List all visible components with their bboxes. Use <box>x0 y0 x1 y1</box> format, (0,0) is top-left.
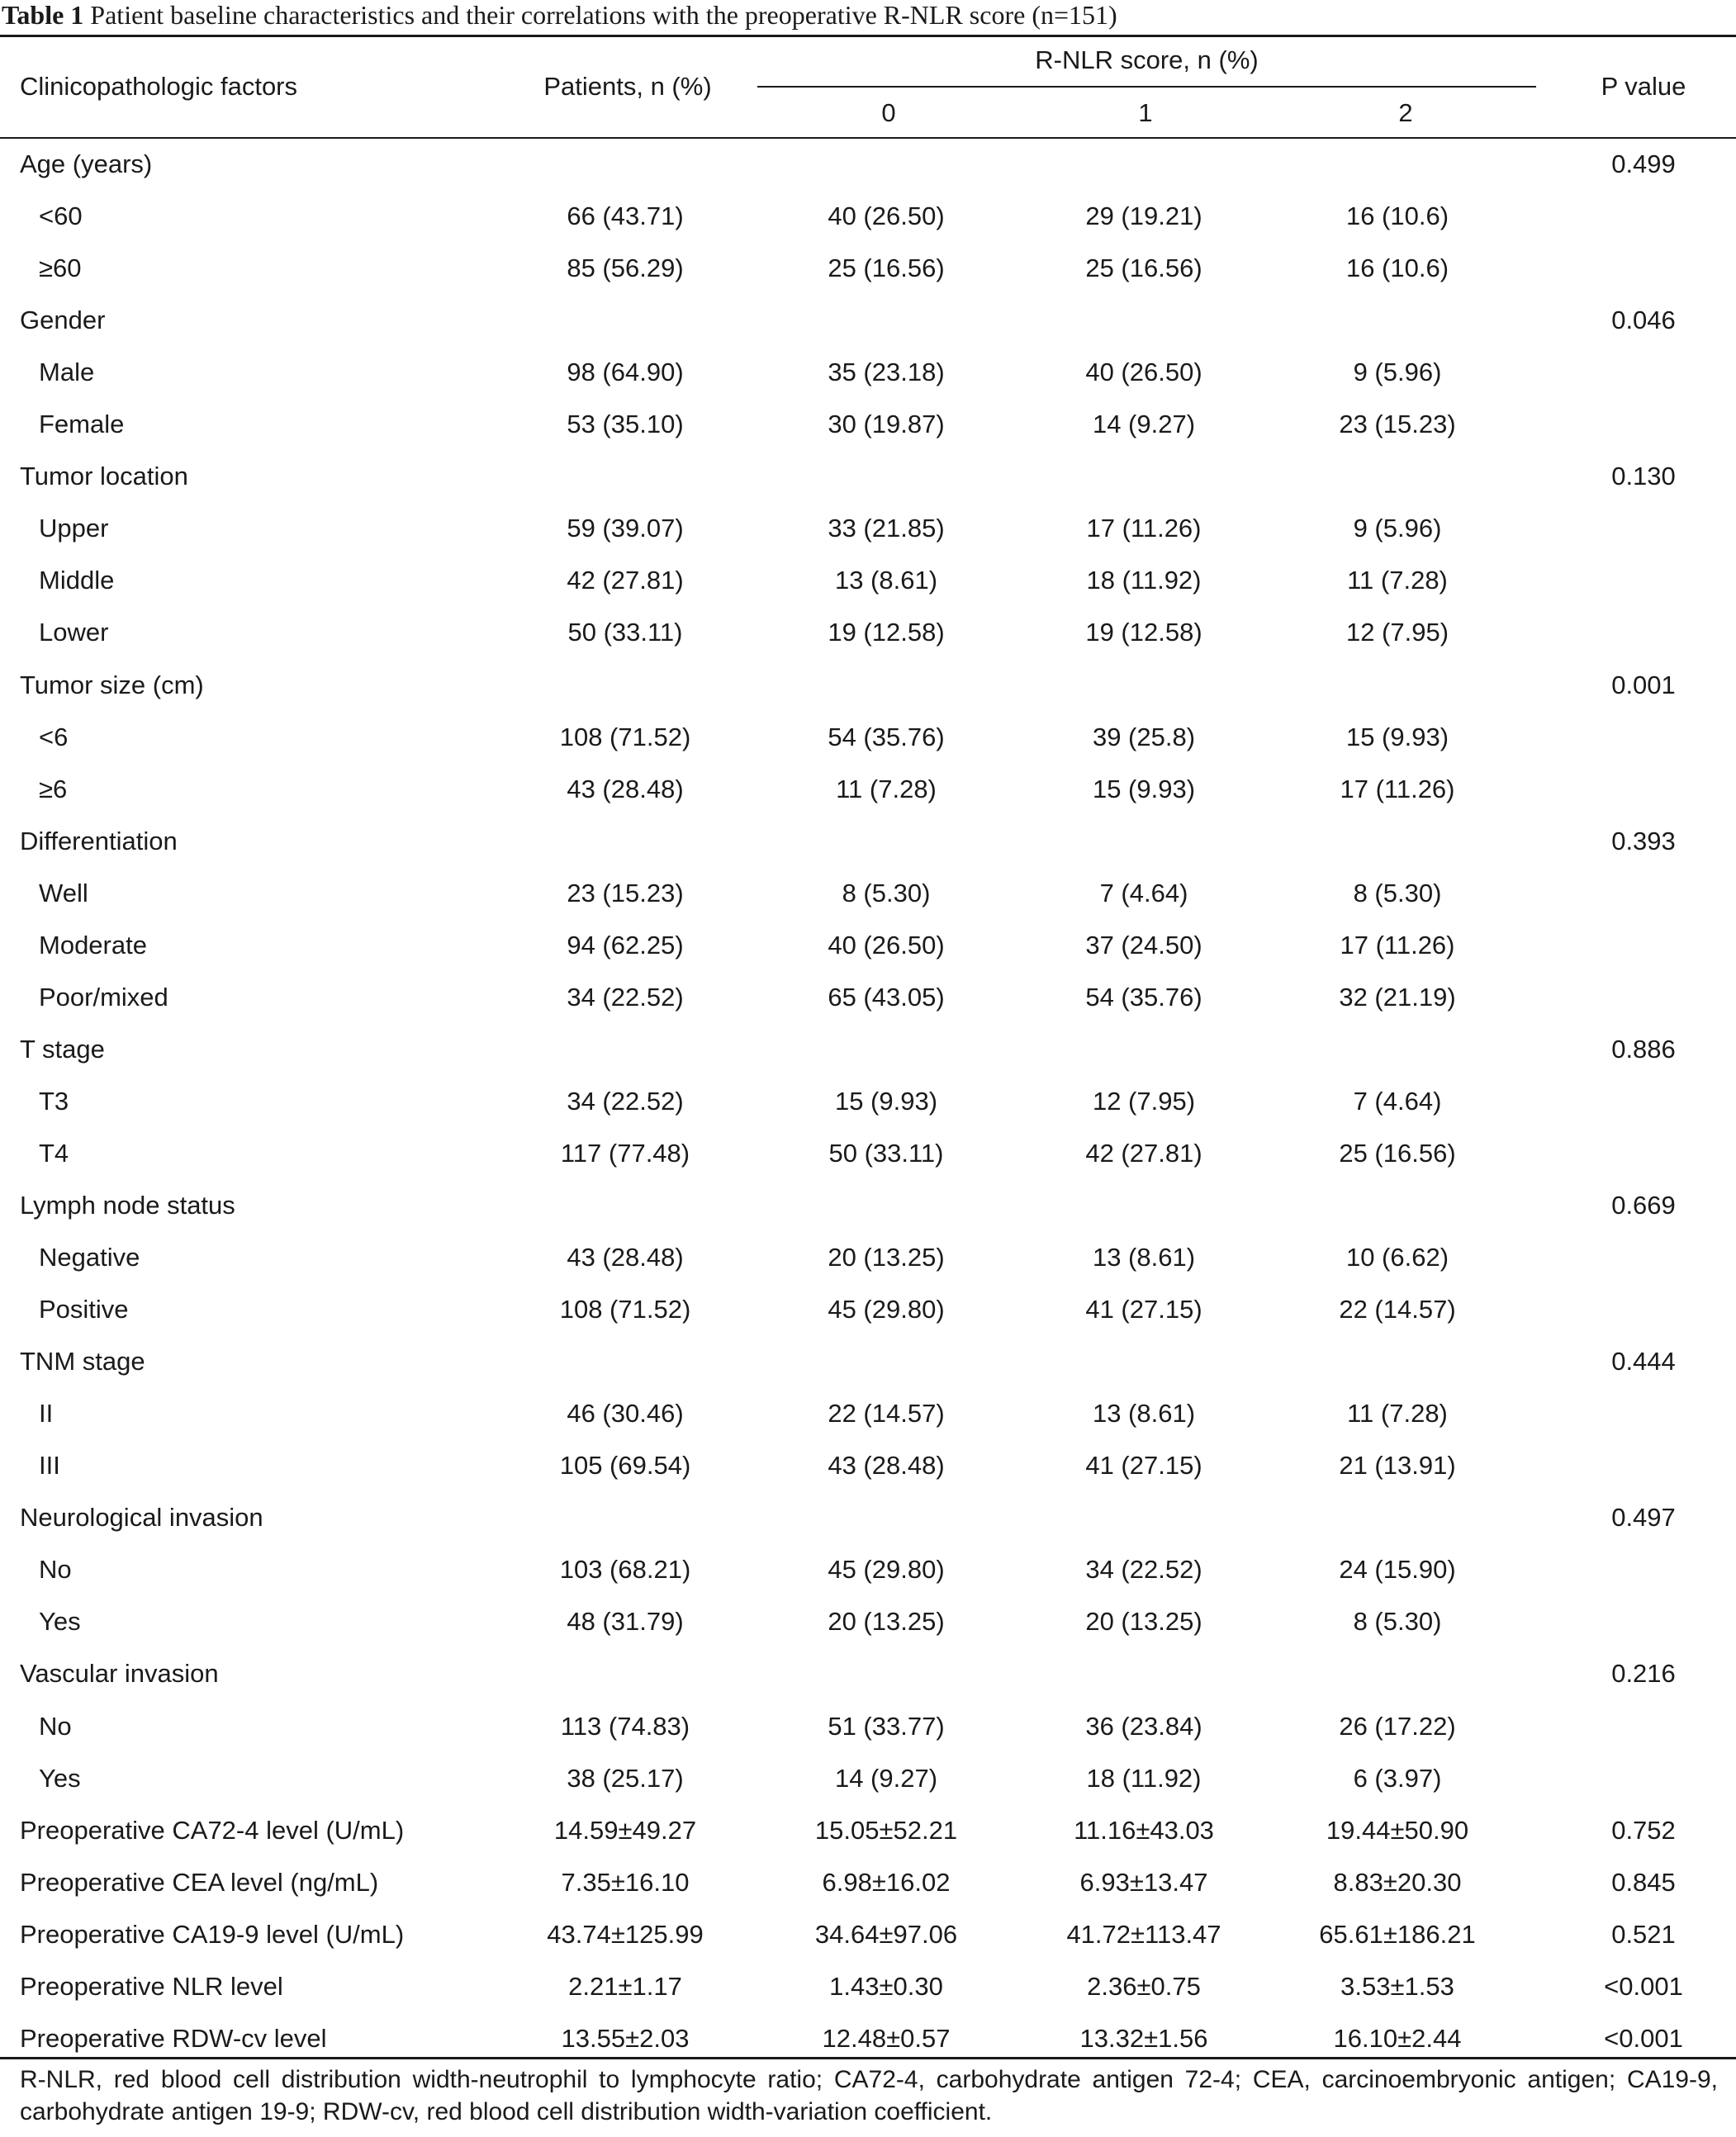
header-pvalue: P value <box>1601 72 1686 101</box>
cell-score-0: 8 (5.30) <box>842 879 931 907</box>
cell-score-0: 54 (35.76) <box>828 723 945 751</box>
cell-score-1: 18 (11.92) <box>1086 566 1202 595</box>
cell-score-1: 11.16±43.03 <box>1074 1816 1214 1845</box>
row-label: Preoperative NLR level <box>20 1972 283 2001</box>
cell-score-1: 36 (23.84) <box>1085 1712 1202 1741</box>
cell-score-0: 14 (9.27) <box>834 1764 938 1793</box>
cell-patients: 13.55±2.03 <box>561 2024 690 2053</box>
cell-score-2: 3.53±1.53 <box>1340 1972 1454 2001</box>
cell-score-2: 9 (5.96) <box>1353 514 1442 543</box>
row-label: Preoperative CA19-9 level (U/mL) <box>20 1920 405 1949</box>
cell-score-2: 26 (17.22) <box>1339 1712 1456 1741</box>
cell-patients: 94 (62.25) <box>567 931 684 960</box>
row-sublabel: T4 <box>39 1139 69 1168</box>
cell-patients: 103 (68.21) <box>559 1555 691 1584</box>
cell-pvalue: 0.130 <box>1611 462 1676 490</box>
row-sublabel: Lower <box>39 618 109 647</box>
cell-pvalue: 0.499 <box>1611 149 1676 178</box>
cell-score-1: 7 (4.64) <box>1099 879 1188 907</box>
cell-patients: 34 (22.52) <box>567 983 684 1012</box>
cell-patients: 34 (22.52) <box>567 1087 684 1116</box>
cell-score-2: 9 (5.96) <box>1353 358 1442 386</box>
cell-score-0: 40 (26.50) <box>828 931 945 960</box>
cell-score-0: 20 (13.25) <box>828 1243 945 1272</box>
cell-score-1: 19 (12.58) <box>1085 618 1202 647</box>
cell-score-1: 54 (35.76) <box>1085 983 1202 1012</box>
row-label: T stage <box>20 1035 105 1064</box>
cell-score-1: 13 (8.61) <box>1092 1243 1196 1272</box>
header-score-2: 2 <box>1398 98 1413 127</box>
table-top-rule <box>0 35 1736 37</box>
cell-patients: 85 (56.29) <box>567 254 684 282</box>
header-score-1: 1 <box>1138 98 1153 127</box>
header-bottom-rule <box>0 137 1736 139</box>
cell-score-1: 17 (11.26) <box>1086 514 1202 543</box>
cell-patients: 23 (15.23) <box>567 879 684 907</box>
cell-patients: 48 (31.79) <box>567 1607 684 1636</box>
cell-pvalue: 0.393 <box>1611 827 1676 855</box>
cell-score-2: 11 (7.28) <box>1347 566 1448 595</box>
cell-score-0: 12.48±0.57 <box>822 2024 951 2053</box>
row-sublabel: Yes <box>39 1764 81 1793</box>
cell-patients: 108 (71.52) <box>559 723 691 751</box>
cell-score-2: 15 (9.93) <box>1345 723 1449 751</box>
cell-patients: 42 (27.81) <box>567 566 684 595</box>
row-label: Preoperative RDW-cv level <box>20 2024 327 2053</box>
cell-pvalue: 0.001 <box>1611 670 1676 699</box>
cell-score-0: 15.05±52.21 <box>814 1816 958 1845</box>
row-sublabel: Negative <box>39 1243 140 1272</box>
row-label: Lymph node status <box>20 1191 235 1220</box>
cell-score-0: 65 (43.05) <box>828 983 945 1012</box>
row-label: Vascular invasion <box>20 1659 219 1688</box>
header-rnlr-score: R-NLR score, n (%) <box>1035 45 1259 74</box>
cell-score-1: 40 (26.50) <box>1085 358 1202 386</box>
row-label: TNM stage <box>20 1347 145 1376</box>
cell-score-0: 50 (33.11) <box>828 1139 944 1168</box>
table-footnote: R-NLR, red blood cell distribution width-neutrophil to lymphocyte ratio; CA72-4, carbohydrate antigen 72-4; CEA, carcinoembryonic antigen; CA19-9, carbohydrate antigen 19-9; RDW-cv, red blood cell distribution width-variation coefficient. <box>20 2066 1718 2125</box>
cell-score-0: 45 (29.80) <box>828 1555 945 1584</box>
cell-score-0: 19 (12.58) <box>828 618 945 647</box>
header-score-0: 0 <box>881 98 896 127</box>
cell-score-2: 6 (3.97) <box>1353 1764 1442 1793</box>
cell-score-0: 45 (29.80) <box>828 1295 945 1324</box>
cell-score-1: 34 (22.52) <box>1085 1555 1202 1584</box>
cell-score-1: 13.32±1.56 <box>1079 2024 1208 2053</box>
row-sublabel: Middle <box>39 566 115 595</box>
cell-score-0: 1.43±0.30 <box>829 1972 943 2001</box>
row-sublabel: II <box>39 1399 54 1428</box>
cell-score-2: 11 (7.28) <box>1347 1399 1448 1428</box>
header-subrule <box>757 86 1536 88</box>
cell-score-0: 43 (28.48) <box>828 1451 945 1480</box>
cell-patients: 53 (35.10) <box>567 410 684 438</box>
row-sublabel: No <box>39 1712 72 1741</box>
cell-score-1: 2.36±0.75 <box>1087 1972 1201 2001</box>
cell-pvalue: 0.216 <box>1611 1659 1676 1688</box>
cell-score-1: 41 (27.15) <box>1085 1295 1202 1324</box>
cell-patients: 43 (28.48) <box>567 1243 684 1272</box>
cell-score-2: 16.10±2.44 <box>1333 2024 1462 2053</box>
cell-patients: 113 (74.83) <box>560 1712 690 1741</box>
cell-score-2: 65.61±186.21 <box>1319 1920 1476 1949</box>
cell-score-0: 35 (23.18) <box>828 358 945 386</box>
cell-score-1: 41 (27.15) <box>1085 1451 1202 1480</box>
cell-score-0: 25 (16.56) <box>828 254 945 282</box>
cell-score-1: 20 (13.25) <box>1085 1607 1202 1636</box>
cell-score-2: 17 (11.26) <box>1340 775 1455 803</box>
cell-score-2: 8 (5.30) <box>1353 879 1442 907</box>
caption-text: Patient baseline characteristics and their correlations with the preoperative R-NLR score (n=151) <box>83 0 1117 30</box>
cell-patients: 117 (77.48) <box>560 1139 690 1168</box>
cell-score-1: 12 (7.95) <box>1092 1087 1196 1116</box>
row-sublabel: Moderate <box>39 931 147 960</box>
row-sublabel: ≥60 <box>39 254 82 282</box>
row-label: Gender <box>20 306 106 334</box>
row-sublabel: T3 <box>39 1087 69 1116</box>
cell-score-1: 18 (11.92) <box>1086 1764 1202 1793</box>
cell-score-2: 7 (4.64) <box>1353 1087 1442 1116</box>
cell-score-1: 29 (19.21) <box>1085 201 1202 230</box>
cell-score-2: 19.44±50.90 <box>1326 1816 1469 1845</box>
cell-patients: 7.35±16.10 <box>561 1868 690 1897</box>
cell-score-0: 13 (8.61) <box>834 566 938 595</box>
cell-score-2: 23 (15.23) <box>1339 410 1456 438</box>
cell-score-1: 15 (9.93) <box>1092 775 1196 803</box>
cell-patients: 38 (25.17) <box>567 1764 684 1793</box>
cell-score-0: 6.98±16.02 <box>822 1868 951 1897</box>
row-label: Age (years) <box>20 149 153 178</box>
caption-label: Table 1 <box>2 0 84 30</box>
cell-score-2: 8 (5.30) <box>1353 1607 1442 1636</box>
row-label: Neurological invasion <box>20 1503 263 1532</box>
cell-score-2: 17 (11.26) <box>1340 931 1455 960</box>
row-sublabel: Well <box>39 879 88 907</box>
cell-score-0: 20 (13.25) <box>828 1607 945 1636</box>
cell-score-0: 22 (14.57) <box>828 1399 945 1428</box>
cell-score-1: 25 (16.56) <box>1085 254 1202 282</box>
cell-score-2: 16 (10.6) <box>1345 254 1449 282</box>
cell-patients: 50 (33.11) <box>567 618 683 647</box>
cell-score-1: 6.93±13.47 <box>1079 1868 1208 1897</box>
cell-patients: 105 (69.54) <box>559 1451 691 1480</box>
header-patients: Patients, n (%) <box>543 72 712 101</box>
cell-score-2: 16 (10.6) <box>1345 201 1449 230</box>
row-label: Differentiation <box>20 827 178 855</box>
cell-pvalue: 0.752 <box>1611 1816 1676 1845</box>
cell-score-2: 22 (14.57) <box>1339 1295 1456 1324</box>
cell-pvalue: 0.521 <box>1611 1920 1676 1949</box>
header-factors: Clinicopathologic factors <box>20 72 298 101</box>
cell-score-2: 12 (7.95) <box>1345 618 1449 647</box>
cell-score-2: 25 (16.56) <box>1339 1139 1456 1168</box>
row-sublabel: <60 <box>39 201 83 230</box>
cell-score-1: 13 (8.61) <box>1092 1399 1196 1428</box>
cell-score-0: 15 (9.93) <box>834 1087 938 1116</box>
cell-pvalue: <0.001 <box>1604 1972 1683 2001</box>
row-label: Preoperative CA72-4 level (U/mL) <box>20 1816 405 1845</box>
cell-pvalue: 0.444 <box>1611 1347 1676 1376</box>
cell-patients: 108 (71.52) <box>559 1295 691 1324</box>
cell-pvalue: 0.497 <box>1611 1503 1676 1532</box>
cell-score-0: 11 (7.28) <box>836 775 937 803</box>
row-sublabel: Positive <box>39 1295 129 1324</box>
row-sublabel: Yes <box>39 1607 81 1636</box>
cell-score-0: 33 (21.85) <box>828 514 945 543</box>
cell-patients: 14.59±49.27 <box>553 1816 697 1845</box>
cell-patients: 43.74±125.99 <box>547 1920 704 1949</box>
cell-score-0: 30 (19.87) <box>828 410 945 438</box>
cell-score-1: 37 (24.50) <box>1085 931 1202 960</box>
cell-score-1: 42 (27.81) <box>1085 1139 1202 1168</box>
cell-score-0: 34.64±97.06 <box>814 1920 958 1949</box>
cell-score-0: 51 (33.77) <box>828 1712 945 1741</box>
table-bottom-rule <box>0 2057 1736 2059</box>
cell-score-2: 10 (6.62) <box>1345 1243 1449 1272</box>
row-sublabel: Female <box>39 410 125 438</box>
cell-pvalue: 0.046 <box>1611 306 1676 334</box>
cell-pvalue: 0.845 <box>1611 1868 1676 1897</box>
cell-pvalue: <0.001 <box>1604 2024 1683 2053</box>
row-sublabel: Male <box>39 358 95 386</box>
cell-patients: 59 (39.07) <box>567 514 684 543</box>
cell-patients: 98 (64.90) <box>567 358 684 386</box>
row-label: Preoperative CEA level (ng/mL) <box>20 1868 379 1897</box>
table-caption <box>2 0 1117 30</box>
row-sublabel: ≥6 <box>39 775 68 803</box>
cell-score-1: 14 (9.27) <box>1092 410 1196 438</box>
row-sublabel: No <box>39 1555 72 1584</box>
cell-score-1: 39 (25.8) <box>1092 723 1196 751</box>
cell-score-2: 24 (15.90) <box>1339 1555 1456 1584</box>
row-sublabel: III <box>39 1451 60 1480</box>
cell-pvalue: 0.669 <box>1611 1191 1676 1220</box>
row-sublabel: Upper <box>39 514 109 543</box>
row-sublabel: Poor/mixed <box>39 983 168 1012</box>
cell-patients: 66 (43.71) <box>567 201 684 230</box>
cell-patients: 2.21±1.17 <box>568 1972 682 2001</box>
cell-pvalue: 0.886 <box>1611 1035 1676 1064</box>
row-label: Tumor size (cm) <box>20 670 204 699</box>
cell-score-2: 8.83±20.30 <box>1333 1868 1462 1897</box>
row-label: Tumor location <box>20 462 188 490</box>
cell-score-1: 41.72±113.47 <box>1066 1920 1221 1949</box>
row-sublabel: <6 <box>39 723 69 751</box>
cell-score-2: 21 (13.91) <box>1339 1451 1456 1480</box>
cell-score-0: 40 (26.50) <box>828 201 945 230</box>
cell-patients: 46 (30.46) <box>567 1399 684 1428</box>
cell-score-2: 32 (21.19) <box>1339 983 1456 1012</box>
cell-patients: 43 (28.48) <box>567 775 684 803</box>
